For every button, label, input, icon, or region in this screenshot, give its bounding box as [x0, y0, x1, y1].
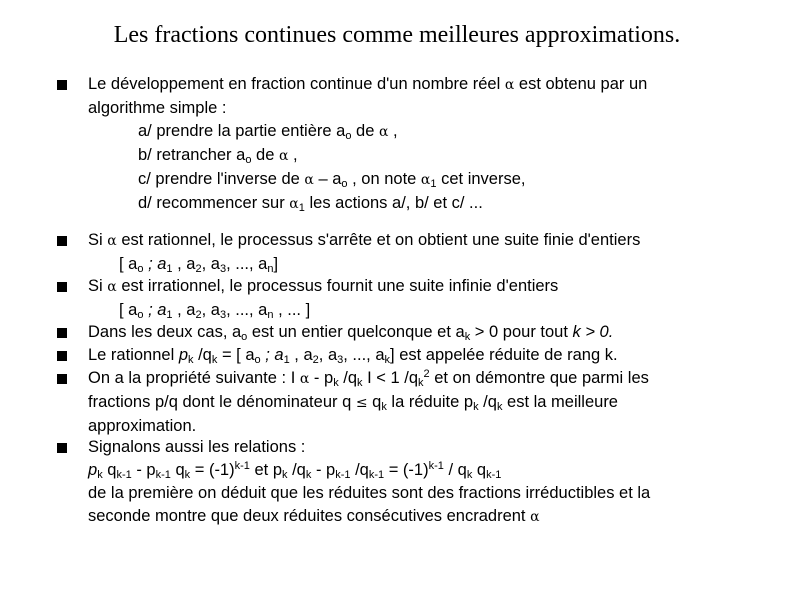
subscript: n — [267, 309, 274, 321]
text: est la meilleure — [502, 393, 618, 411]
text: est irrationnel, le processus fournit une suite infinie d'entiers — [116, 277, 559, 295]
paragraph-algorithm — [88, 73, 647, 216]
line — [88, 275, 558, 299]
alpha-symbol: α — [304, 172, 314, 188]
step-a — [88, 120, 647, 144]
subscript: k — [357, 377, 363, 389]
text: , a — [172, 301, 196, 319]
text: et p — [249, 461, 282, 479]
subscript: k — [473, 401, 479, 413]
text: k > 0. — [572, 323, 614, 341]
text: de — [251, 146, 279, 164]
text: , a — [289, 346, 313, 364]
subscript: o — [241, 331, 248, 343]
text: [ a — [119, 255, 138, 273]
alpha-symbol: α — [420, 172, 431, 188]
subscript: k — [211, 354, 218, 366]
line — [88, 391, 649, 415]
line — [88, 321, 613, 344]
line — [88, 367, 649, 391]
leq-symbol: ≤ — [355, 395, 368, 411]
alpha-symbol: α — [504, 77, 515, 93]
text: , — [288, 146, 298, 164]
text: algorithme simple : — [88, 99, 227, 117]
alpha-symbol: α — [278, 148, 289, 164]
text: les actions a/, b/ et c/ ... — [304, 194, 483, 212]
line — [88, 482, 650, 505]
bullet-1 — [57, 80, 67, 90]
subscript: 1 — [166, 263, 173, 275]
subscript: k — [418, 377, 424, 389]
subscript: k — [466, 469, 473, 481]
text: cet inverse, — [436, 170, 526, 188]
subscript: 1 — [298, 202, 305, 214]
line — [88, 229, 640, 253]
text: , — [388, 122, 398, 140]
text: ] est appelée réduite de rang k. — [390, 346, 618, 364]
text: fractions p/q dont le dénominateur q — [88, 393, 356, 411]
infinite-sequence — [88, 299, 558, 322]
text: q — [472, 461, 487, 479]
subscript: o — [254, 354, 261, 366]
subscript: k-1 — [368, 469, 385, 481]
text: /q — [350, 461, 369, 479]
subscript: o — [137, 263, 144, 275]
step-d — [88, 192, 647, 216]
text: /q — [287, 461, 306, 479]
text: / q — [443, 461, 467, 479]
superscript: k-1 — [234, 460, 250, 472]
paragraph-irrational — [88, 275, 558, 322]
line — [88, 344, 618, 367]
text: , ..., a — [226, 255, 268, 273]
line — [88, 73, 647, 97]
text: – a — [313, 170, 342, 188]
text: = [ a — [217, 346, 255, 364]
subscript: 2 — [195, 263, 202, 275]
subscript: k — [464, 331, 471, 343]
subscript: 1 — [430, 178, 437, 190]
text: b/ retrancher a — [138, 146, 246, 164]
text: de — [351, 122, 379, 140]
text: , ... ] — [273, 301, 311, 319]
subscript: o — [345, 130, 352, 142]
subscript: o — [245, 154, 252, 166]
line — [88, 436, 650, 459]
text: On a la propriété suivante : I — [88, 369, 300, 387]
text: = (-1) — [190, 461, 235, 479]
text: , on note — [347, 170, 421, 188]
relations-formula — [88, 459, 650, 482]
subscript: o — [137, 309, 144, 321]
text: est rationnel, le processus s'arrête et on obtient une suite finie d'entiers — [116, 231, 641, 249]
subscript: 1 — [166, 309, 173, 321]
text: , ..., a — [343, 346, 385, 364]
text: - p — [131, 461, 156, 479]
subscript: k — [184, 469, 191, 481]
line — [88, 97, 647, 120]
bullet-5 — [57, 351, 67, 361]
subscript: 1 — [283, 354, 290, 366]
text: et on démontre que parmi les — [429, 369, 649, 387]
text: I < 1 /q — [362, 369, 419, 387]
text: ; a — [260, 346, 284, 364]
subscript: 2 — [312, 354, 319, 366]
text: q — [367, 393, 382, 411]
subscript: k — [188, 354, 194, 366]
text: la réduite p — [386, 393, 474, 411]
subscript: k-1 — [335, 469, 351, 481]
text: est un entier quelconque et a — [247, 323, 465, 341]
superscript: k-1 — [428, 460, 444, 472]
text: /q — [338, 369, 358, 387]
text: , a — [318, 346, 338, 364]
text: de la première on déduit que les réduites sont des fractions irréductibles et la — [88, 484, 651, 502]
alpha-symbol: α — [107, 279, 117, 295]
subscript: k-1 — [486, 469, 502, 481]
text: , a — [172, 255, 196, 273]
superscript: 2 — [423, 368, 430, 380]
text: seconde montre que deux réduites consécutives encradrent — [88, 507, 531, 525]
bullet-4 — [57, 328, 67, 338]
paragraph-relations — [88, 436, 650, 529]
line — [88, 505, 650, 529]
subscript: k-1 — [116, 469, 132, 481]
text: q — [170, 461, 185, 479]
text: ] — [273, 255, 279, 273]
text: est obtenu par un — [514, 75, 648, 93]
alpha-symbol: α — [530, 509, 540, 525]
text: d/ recommencer sur — [138, 194, 290, 212]
subscript: k — [381, 401, 387, 413]
bullet-3 — [57, 282, 67, 292]
subscript: 3 — [219, 263, 227, 275]
paragraph-both-cases — [88, 321, 613, 344]
text: q — [107, 461, 117, 479]
text: Le rationnel — [88, 346, 179, 364]
text: a/ prendre la partie entière a — [138, 122, 346, 140]
text: ; a — [143, 255, 167, 273]
subscript: k — [97, 469, 103, 481]
alpha-symbol: α — [299, 371, 310, 387]
text: , a — [201, 301, 220, 319]
subscript: k — [333, 377, 339, 389]
text: Signalons aussi les relations : — [88, 438, 306, 456]
paragraph-property — [88, 367, 649, 438]
line — [88, 415, 649, 438]
bullet-6 — [57, 374, 67, 384]
page-title: Les fractions continues comme meilleures approximations. — [113, 22, 681, 48]
text: ; a — [143, 301, 167, 319]
text: p — [178, 346, 189, 364]
text: Le développement en fraction continue d'un nombre réel — [88, 75, 505, 93]
alpha-symbol: α — [378, 124, 389, 140]
paragraph-reduite — [88, 344, 618, 367]
subscript: k — [496, 401, 503, 413]
step-c — [88, 168, 647, 192]
text: /q — [193, 346, 212, 364]
text: > 0 pour tout — [470, 323, 573, 341]
text: Si — [88, 231, 108, 249]
alpha-symbol: α — [107, 233, 117, 249]
alpha-symbol: α — [289, 196, 299, 212]
text: , a — [201, 255, 220, 273]
text: p — [88, 461, 98, 479]
subscript: 3 — [219, 309, 227, 321]
text: Si — [88, 277, 108, 295]
text: approximation. — [88, 417, 197, 435]
subscript: k — [305, 469, 312, 481]
subscript: 2 — [195, 309, 202, 321]
subscript: o — [341, 178, 348, 190]
subscript: k-1 — [155, 469, 171, 481]
text: [ a — [119, 301, 138, 319]
bullet-2 — [57, 236, 67, 246]
text: /q — [478, 393, 497, 411]
text: c/ prendre l'inverse de — [138, 170, 305, 188]
subscript: n — [267, 263, 274, 275]
subscript: k — [282, 469, 288, 481]
finite-sequence — [88, 253, 640, 276]
subscript: 3 — [337, 354, 344, 366]
step-b — [88, 144, 647, 168]
text: , ..., a — [226, 301, 268, 319]
paragraph-rational — [88, 229, 640, 276]
text: Dans les deux cas, a — [88, 323, 242, 341]
bullet-7 — [57, 443, 67, 453]
text: - p — [311, 461, 336, 479]
text: = (-1) — [384, 461, 429, 479]
subscript: k — [384, 354, 391, 366]
text: - p — [309, 369, 334, 387]
